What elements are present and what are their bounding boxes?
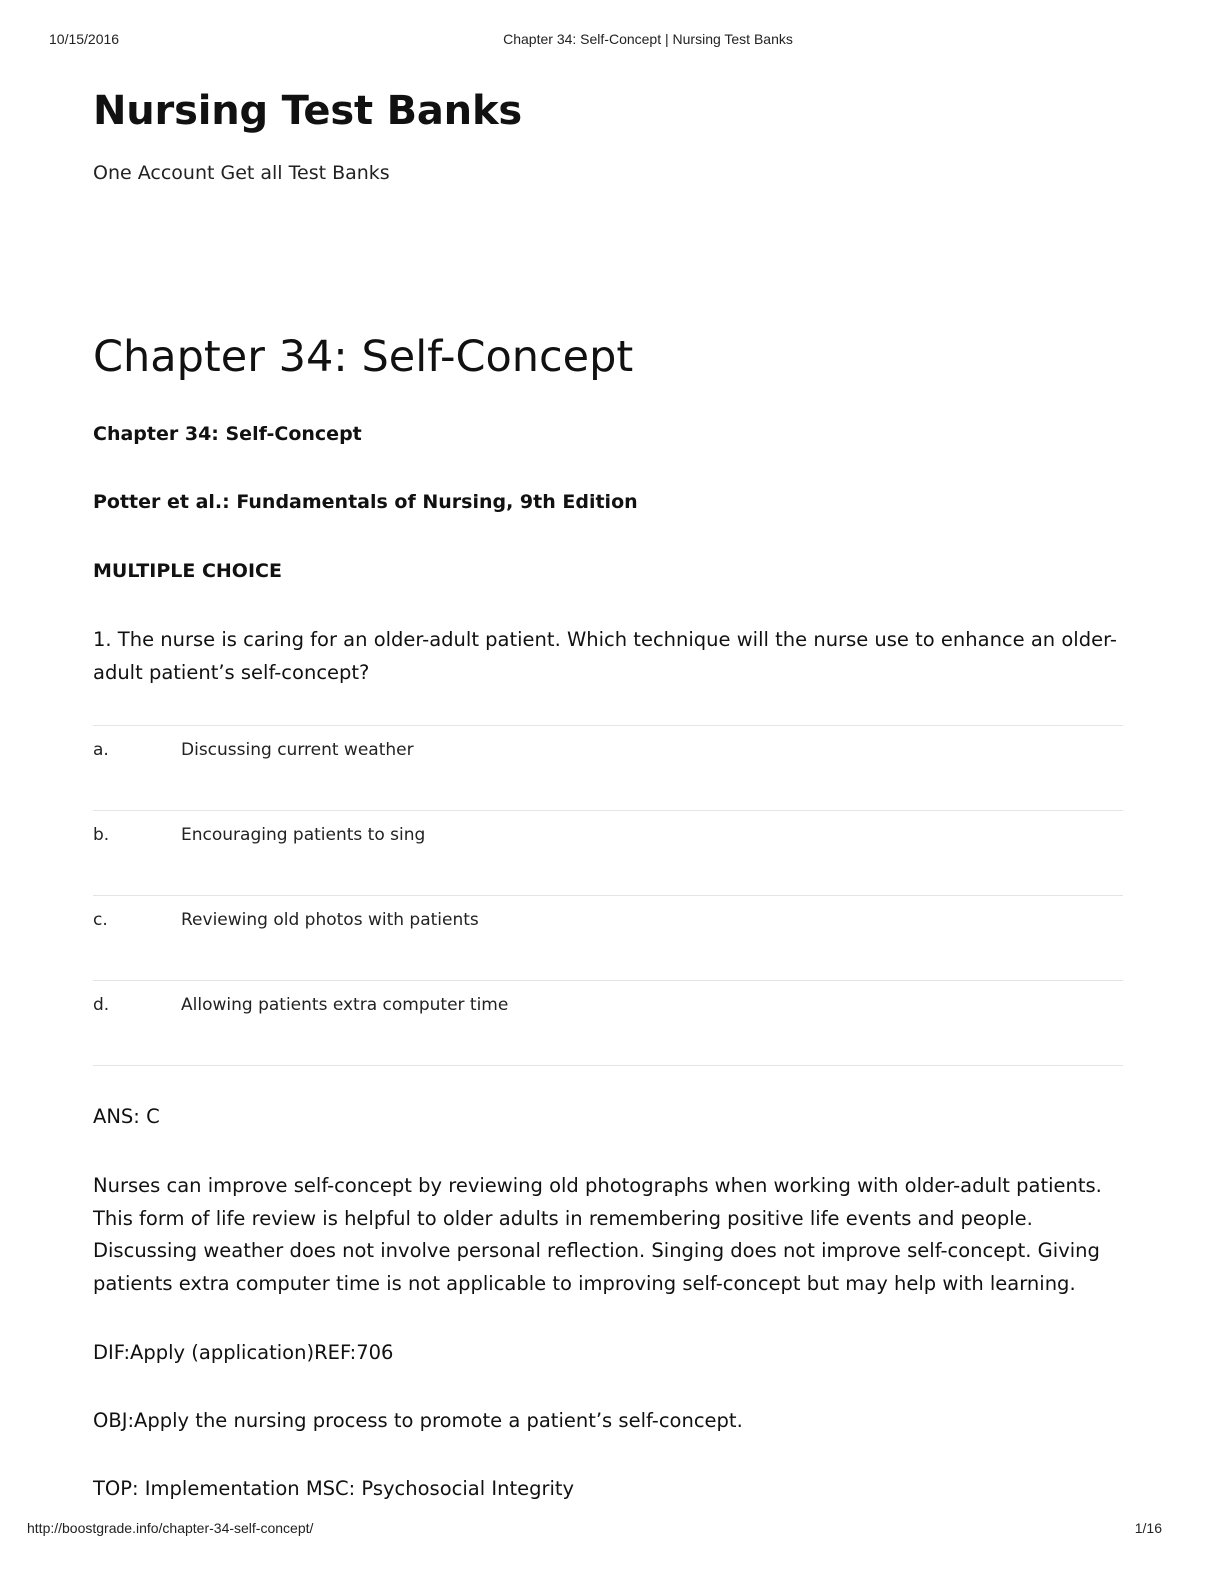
chapter-heading: Chapter 34: Self-Concept xyxy=(93,423,362,445)
post-title: Chapter 34: Self-Concept xyxy=(93,332,634,382)
choice-row xyxy=(93,811,1123,896)
choice-text: Encouraging patients to sing xyxy=(181,825,426,845)
topic-msc-line: TOP: Implementation MSC: Psychosocial Integrity xyxy=(93,1477,575,1500)
rationale-text: Nurses can improve self-concept by reviewing old photographs when working with older-adult patients. This form of life review is helpful to older adults in remembering positive life events and people. Discussing weather does not involve personal reflection. Singing does not improve self-concept. Giving patients extra computer time is not applicable to improving self-concept but may help with learning. xyxy=(93,1174,1102,1296)
site-title[interactable]: Nursing Test Banks xyxy=(93,88,522,134)
site-tagline: One Account Get all Test Banks xyxy=(93,162,390,184)
choice-row xyxy=(93,726,1123,811)
choice-letter: a. xyxy=(93,740,109,760)
question-text: 1. The nurse is caring for an older-adult patient. Which technique will the nurse use to enhance an older-adult patient’s self-concept? xyxy=(93,628,1117,684)
choice-text: Reviewing old photos with patients xyxy=(181,910,479,930)
page-url[interactable]: http://boostgrade.info/chapter-34-self-concept/ xyxy=(27,1520,314,1536)
choice-text: Discussing current weather xyxy=(181,740,414,760)
print-date: 10/15/2016 xyxy=(49,31,120,47)
difficulty-reference: DIF:Apply (application)REF:706 xyxy=(93,1341,394,1364)
choice-letter: d. xyxy=(93,995,110,1015)
answer-choices-table xyxy=(93,725,1123,1066)
objective-line: OBJ:Apply the nursing process to promote a patient’s self-concept. xyxy=(93,1409,743,1432)
print-footer xyxy=(0,1520,1224,1538)
choice-letter: c. xyxy=(93,910,108,930)
choice-row xyxy=(93,896,1123,981)
print-header xyxy=(0,31,1224,49)
choice-letter: b. xyxy=(93,825,110,845)
print-page-title: Chapter 34: Self-Concept | Nursing Test Banks xyxy=(503,31,793,47)
answer-line: ANS: C xyxy=(93,1105,160,1128)
book-reference: Potter et al.: Fundamentals of Nursing, 9th Edition xyxy=(93,491,638,513)
choice-text: Allowing patients extra computer time xyxy=(181,995,509,1015)
page-number: 1/16 xyxy=(1134,1520,1162,1536)
section-heading: MULTIPLE CHOICE xyxy=(93,560,282,582)
choice-row xyxy=(93,981,1123,1066)
